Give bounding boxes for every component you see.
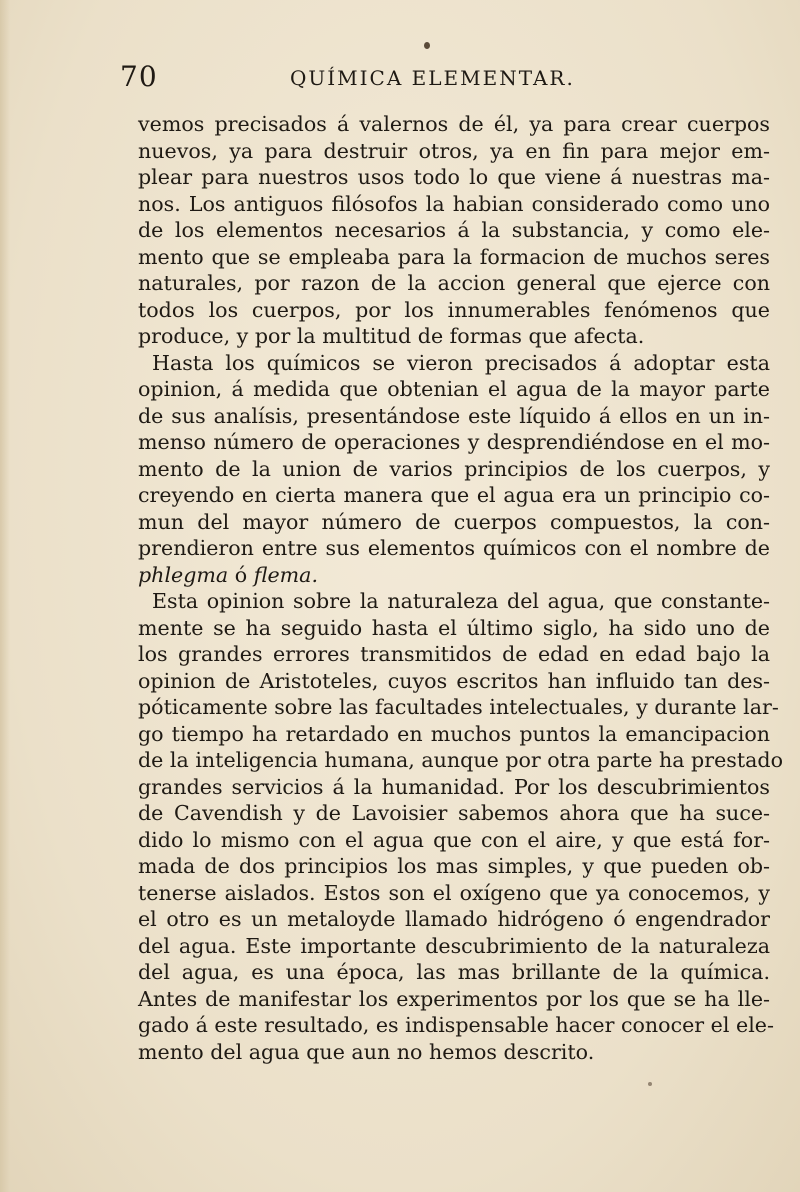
- text-line: prendieron entre sus elementos químicos con el nombre de: [138, 536, 770, 560]
- text-line: menso número de operaciones y desprendiéndose en el mo-: [138, 430, 770, 454]
- text-line: todos los cuerpos, por los innumerables fenómenos que: [138, 297, 770, 322]
- ink-speck: [648, 1082, 652, 1086]
- text-line: creyendo en cierta manera que el agua era un principio co-: [138, 483, 770, 507]
- text-line: opinion, á medida que obtenian el agua de la mayor parte: [138, 377, 770, 401]
- text-line: mun del mayor número de cuerpos compuestos, la con-: [138, 509, 770, 534]
- text-line: mento del agua que aun no hemos descrito.: [138, 1039, 595, 1064]
- text-line: de la inteligencia humana, aunque por otra parte ha prestado: [138, 748, 783, 772]
- text-line: opinion de Aristoteles, cuyos escritos han influido tan des-: [138, 668, 770, 693]
- ink-speck: [424, 42, 430, 49]
- text-line: tenerse aislados. Estos son el oxígeno que ya conocemos, y: [138, 880, 770, 905]
- text-line: del agua, es una época, las mas brillante de la química.: [138, 960, 770, 984]
- paragraph-start-line: Hasta los químicos se vieron precisados á adoptar esta: [152, 350, 770, 375]
- text-line: los grandes errores transmitidos de edad en edad bajo la: [138, 642, 770, 666]
- paragraph-start-line: Esta opinion sobre la naturaleza del agua, que constante-: [152, 589, 770, 613]
- text-line: mento que se empleaba para la formacion de muchos seres: [138, 244, 770, 269]
- text-line: grandes servicios á la humanidad. Por los descubrimientos: [138, 774, 770, 799]
- text-line: go tiempo ha retardado en muchos puntos la emancipacion: [138, 721, 770, 746]
- term-connector: ó: [228, 562, 254, 587]
- text-line: naturales, por razon de la accion general que ejerce con: [138, 271, 770, 295]
- text-line: de los elementos necesarios á la substancia, y como ele-: [138, 218, 770, 242]
- text-line: de Cavendish y de Lavoisier sabemos ahora que ha suce-: [138, 801, 770, 825]
- text-line: gado á este resultado, es indispensable hacer conocer el ele-: [138, 1013, 774, 1037]
- page-number: 70: [120, 60, 158, 93]
- term-flema: flema.: [253, 562, 318, 587]
- text-line: vemos precisados á valernos de él, ya para crear cuerpos: [138, 112, 770, 136]
- body-text: [138, 111, 783, 1065]
- text-line: produce, y por la multitud de formas que afecta.: [138, 324, 645, 348]
- text-line: plear para nuestros usos todo lo que viene á nuestras ma-: [138, 165, 770, 189]
- text-line: del agua. Este importante descubrimiento de la naturaleza: [138, 933, 770, 958]
- text-line: mada de dos principios los mas simples, y que pueden ob-: [138, 854, 770, 878]
- text-line: nuevos, ya para destruir otros, ya en fin para mejor em-: [138, 138, 770, 163]
- text-line: el otro es un metaloyde llamado hidrógeno ó engendrador: [138, 907, 770, 931]
- text-line: dido lo mismo con el agua que con el aire, y que está for-: [138, 827, 770, 852]
- text-line: mento de la union de varios principios de los cuerpos, y: [138, 456, 770, 481]
- text-line: Antes de manifestar los experimentos por los que se ha lle-: [138, 986, 770, 1011]
- text-line: nos. Los antiguos filósofos la habian considerado como uno: [138, 191, 770, 216]
- page-edge-shadow: [0, 0, 10, 1192]
- term-phlegma: phlegma: [138, 562, 229, 587]
- page-header: [120, 60, 760, 100]
- text-line: de sus analísis, presentándose este líquido á ellos en un in-: [138, 403, 770, 428]
- running-title: QUÍMICA ELEMENTAR.: [290, 66, 575, 90]
- text-line: póticamente sobre las facultades intelectuales, y durante lar-: [138, 695, 779, 719]
- text-line: [138, 562, 770, 589]
- text-line: mente se ha seguido hasta el último siglo, ha sido uno de: [138, 615, 770, 640]
